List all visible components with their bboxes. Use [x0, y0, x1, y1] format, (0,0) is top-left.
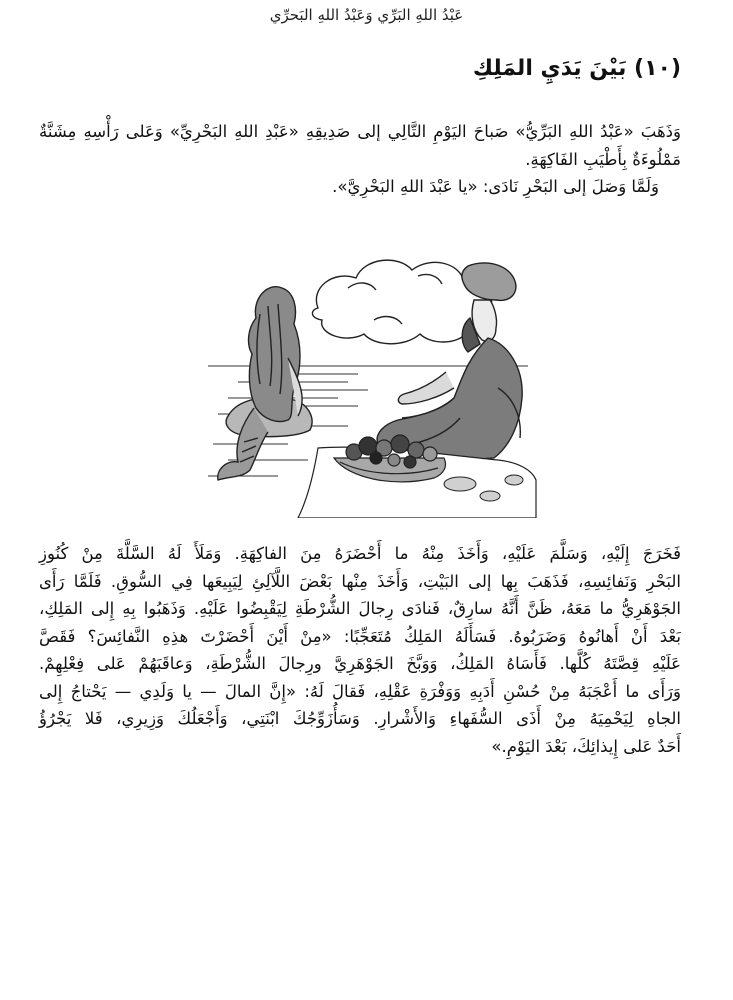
- text-line: وَذَهَبَ «عَبْدُ اللهِ البَرِّيُّ» صَباحَ اليَوْمِ التَّالِي إلى صَدِيقِهِ «عَبْدِ اللهِ البَحْرِيِّ» وَعَلى رَأْسِهِ مِشَنَّةٌ: [39, 122, 681, 141]
- text-line: الجاهِ لِيَحْمِيَهُ مِنْ أَذَى السُّفَهاءِ وَالأَشْرارِ. وَسَأُزَوِّجُكَ ابْنَتِي، وَأَجْعَلُكَ وَزِيرِي، فَلا يَجْرُؤُ: [39, 709, 681, 728]
- text-line: وَلَمَّا وَصَلَ إلى البَحْرِ نَادَى: «يا عَبْدَ اللهِ البَحْرِيَّ».: [332, 177, 659, 196]
- text-line: البَحْرِ وَنَفائِسِهِ، فَذَهَبَ بِها إلى البَيْتِ، وَأَخَذَ مِنْها بَعْضَ اللَّآلِئِ لِيَبِيعَها فِي السُّوقِ. فَلَمَّا رَأَى: [39, 571, 681, 591]
- chapter-title: (١٠) بَيْنَ يَدَيِ المَلِكِ: [472, 56, 681, 81]
- merman-figure: [218, 287, 302, 480]
- text-line: الجَوْهَرِيُّ ما مَعَهُ، ظَنَّ أَنَّهُ سارِقٌ، فَنادَى رِجالَ الشُّرْطَةِ لِيَقْبِضُوا عَلَيْهِ. وَذَهَبُوا بِهِ إِلى المَلِكِ،: [39, 599, 681, 618]
- text-line: فَخَرَجَ إِلَيْهِ، وَسَلَّمَ عَلَيْهِ، وَأَخَذَ مِنْهُ ما أَحْضَرَهُ مِنَ الفاكِهَةِ. وَمَلَأَ لَهُ السَّلَّةَ مِنْ كُنُوزِ: [39, 544, 681, 563]
- body-paragraph: [39, 540, 681, 760]
- text-line: وَرَأَى ما أَعْجَبَهُ مِنْ حُسْنِ أَدَبِهِ وَوَفْرَةِ عَقْلِهِ، فَقالَ لَهُ: «إِنَّ المالَ — يا وَلَدِي — يَحْتاجُ إِلى: [39, 681, 681, 701]
- text-line: عَلَيْهِ قِصَّتَهُ كُلَّها. فَأَسَاهُ المَلِكُ، وَوَبَّخَ الجَوْهَرِيَّ ورِجالَ الشُّرْطَةِ، وَعاقَبَهُمْ عَلى فِعْلِهِمْ.: [39, 654, 681, 673]
- text-line: مَمْلُوءَةٌ بِأَطْيَبِ الفَاكِهَةِ.: [525, 149, 681, 169]
- text-line: بَعْدَ أَنْ أَهانُوهُ وَضَرَبُوهُ. فَسَأَلَهُ المَلِكُ مُتَعَجِّبًا: «مِنْ أَيْنَ أَحْضَرْتَ هذِهِ النَّفائِسَ؟ فَقَصَّ: [39, 626, 681, 646]
- intro-paragraph: [39, 118, 681, 201]
- running-header: عَبْدُ اللهِ البَرِّي وَعَبْدُ اللهِ البَحرِّي: [269, 6, 464, 24]
- text-line: أَحَدٌ عَلى إِيذائِكَ، بَعْدَ اليَوْمِ.»: [491, 736, 681, 756]
- fisherman-figure: [377, 263, 522, 462]
- fisherman-and-sea-man-illustration: [198, 248, 543, 518]
